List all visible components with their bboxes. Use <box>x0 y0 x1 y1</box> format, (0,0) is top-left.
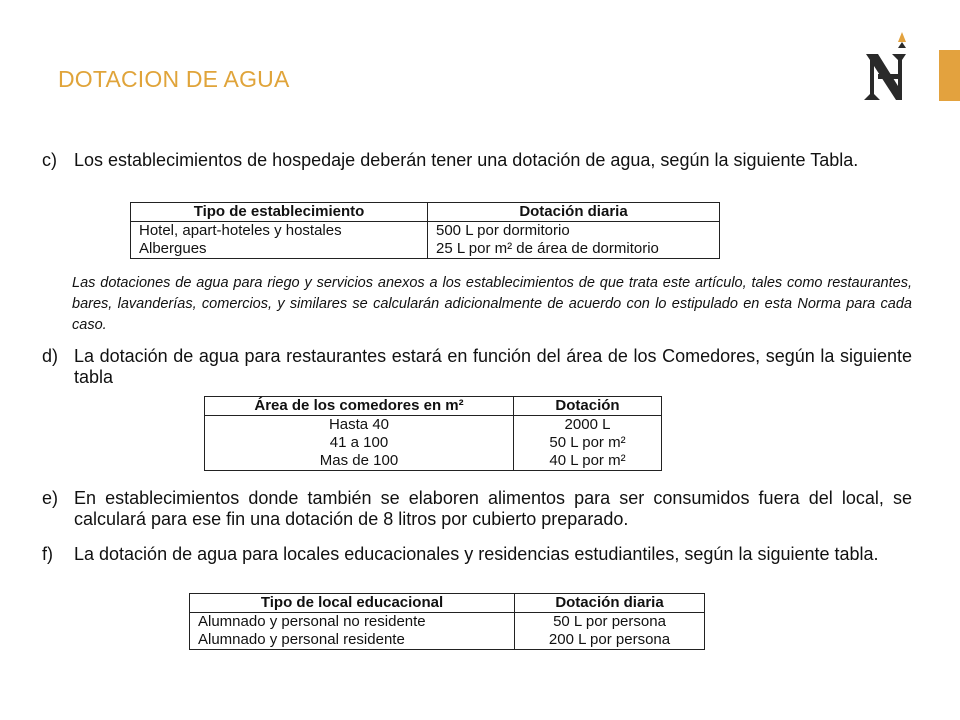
table-header: Área de los comedores en m² <box>205 397 514 416</box>
table-header: Dotación diaria <box>515 594 705 613</box>
item-label-d: d) <box>42 346 59 366</box>
table-cell: 50 L por persona <box>515 613 705 632</box>
table-cell: Albergues <box>131 240 428 259</box>
table-cell: 25 L por m² de área de dormitorio <box>428 240 720 259</box>
table-cell: 2000 L <box>514 416 662 435</box>
paragraph-e-text: En establecimientos donde también se elaboren alimentos para ser consumidos fuera del local, se calculará para ese fin una dotación de 8 litros por cubierto preparado. <box>74 488 912 529</box>
table-cell: 41 a 100 <box>205 434 514 452</box>
table-cell: Alumnado y personal residente <box>190 631 515 650</box>
table-row <box>205 416 662 435</box>
university-logo-icon <box>858 30 918 104</box>
table-header: Tipo de local educacional <box>190 594 515 613</box>
table-cell: 500 L por dormitorio <box>428 222 720 241</box>
table-row <box>205 434 662 452</box>
table-row <box>205 452 662 471</box>
table-cell: Hotel, apart-hoteles y hostales <box>131 222 428 241</box>
page-title: DOTACION DE AGUA <box>58 66 290 92</box>
note-paragraph: Las dotaciones de agua para riego y servicios anexos a los establecimientos de que trata este artículo, tales como restaurantes, bares, lavanderías, comercios, y similares se calcularán adicionalmente de acuerdo con lo estipulado en esta Norma para cada caso. <box>72 275 912 333</box>
table-restaurantes <box>204 396 662 471</box>
item-label-f: f) <box>42 544 53 564</box>
item-label-e: e) <box>42 488 59 508</box>
table-educacional <box>189 593 705 650</box>
table-cell: Alumnado y personal no residente <box>190 613 515 632</box>
table-header: Dotación <box>514 397 662 416</box>
table-row <box>190 613 705 632</box>
table-cell: Hasta 40 <box>205 416 514 435</box>
table-row <box>131 240 720 259</box>
paragraph-f <box>42 544 912 565</box>
paragraph-d <box>42 346 912 388</box>
paragraph-e <box>42 488 912 530</box>
table-hospedaje <box>130 202 720 259</box>
accent-bar <box>939 50 960 101</box>
paragraph-f-text: La dotación de agua para locales educacionales y residencias estudiantiles, según la siguiente tabla. <box>74 544 879 564</box>
table-cell: Mas de 100 <box>205 452 514 471</box>
paragraph-d-text: La dotación de agua para restaurantes estará en función del área de los Comedores, según la siguiente tabla <box>74 346 912 387</box>
table-row <box>190 631 705 650</box>
item-label-c: c) <box>42 150 57 170</box>
table-cell: 40 L por m² <box>514 452 662 471</box>
table-row <box>131 222 720 241</box>
paragraph-c-text: Los establecimientos de hospedaje deberán tener una dotación de agua, según la siguiente Tabla. <box>74 150 859 170</box>
table-header: Dotación diaria <box>428 203 720 222</box>
paragraph-c <box>42 150 912 171</box>
table-cell: 50 L por m² <box>514 434 662 452</box>
table-header: Tipo de establecimiento <box>131 203 428 222</box>
table-cell: 200 L por persona <box>515 631 705 650</box>
